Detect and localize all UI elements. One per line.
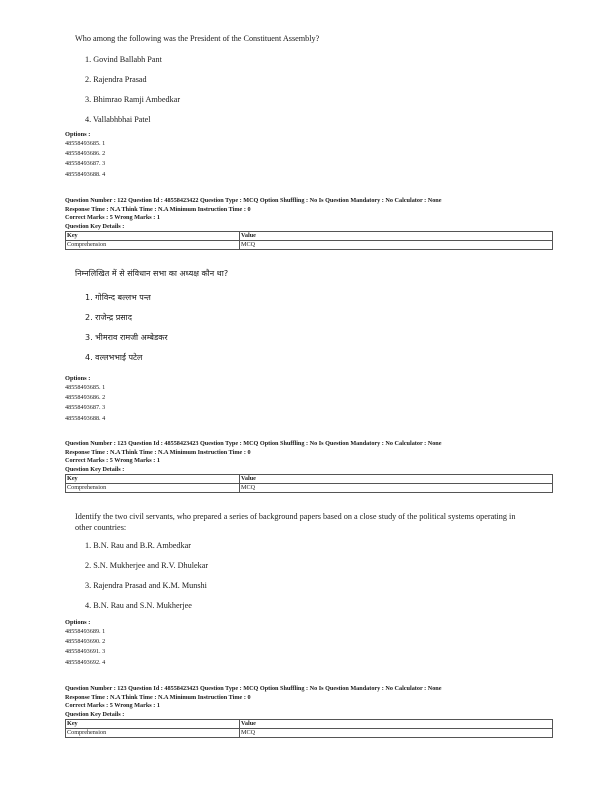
value-cell: MCQ <box>240 241 553 250</box>
option-3: 3. भीमराव रामजी अम्बेडकर <box>85 333 168 342</box>
option-2: 2. राजेन्द्र प्रसाद <box>85 313 132 322</box>
question-meta-line1: Question Number : 122 Question Id : 48558423422 Question Type : MCQ Option Shuffling : No Is Question Mandatory : No Calculator : None <box>65 197 442 204</box>
question-123-option-ids <box>65 619 555 668</box>
option-2: 2. S.N. Mukherjee and R.V. Dhulekar <box>85 561 209 570</box>
key-header: Key <box>66 475 240 484</box>
option-3: 3. Bhimrao Ramji Ambedkar <box>85 95 181 104</box>
key-cell: Comprehension <box>66 729 240 738</box>
key-details-title: Question Key Details : <box>65 710 125 718</box>
option-1: 1. Govind Ballabh Pant <box>85 55 162 64</box>
table-row <box>66 484 553 493</box>
option-id: 48558493691. 3 <box>65 648 106 656</box>
value-header: Value <box>240 475 553 484</box>
question-122-meta <box>65 197 555 250</box>
option-1: 1. B.N. Rau and B.R. Ambedkar <box>85 541 191 550</box>
options-title: Options : <box>65 619 91 626</box>
question-meta-line2: Response Time : N.A Think Time : N.A Minimum Instruction Time : 0 <box>65 448 251 456</box>
value-header: Value <box>240 720 553 729</box>
key-cell: Comprehension <box>66 241 240 250</box>
table-header-row <box>66 720 553 729</box>
option-id: 48558493686. 2 <box>65 150 106 158</box>
table-row <box>66 241 553 250</box>
value-cell: MCQ <box>240 484 553 493</box>
question-text-line2: other countries: <box>75 523 127 532</box>
key-header: Key <box>66 232 240 241</box>
option-id: 48558493688. 4 <box>65 414 106 422</box>
key-details-title: Question Key Details : <box>65 222 125 230</box>
option-4: 4. Vallabhbhai Patel <box>85 115 151 124</box>
question-122-option-ids <box>65 375 555 424</box>
option-id: 48558493692. 4 <box>65 658 106 666</box>
question-121-body <box>65 33 555 44</box>
option-id: 48558493686. 2 <box>65 394 106 402</box>
option-id: 48558493688. 4 <box>65 170 106 178</box>
option-2: 2. Rajendra Prasad <box>85 75 147 84</box>
value-cell: MCQ <box>240 729 553 738</box>
option-id: 48558493690. 2 <box>65 638 106 646</box>
options-title: Options : <box>65 131 91 138</box>
question-123-repeat-meta <box>65 685 555 738</box>
question-meta-line1: Question Number : 123 Question Id : 48558423423 Question Type : MCQ Option Shuffling : No Is Question Mandatory : No Calculator : None <box>65 440 442 447</box>
option-id: 48558493687. 3 <box>65 404 106 412</box>
key-cell: Comprehension <box>66 484 240 493</box>
value-header: Value <box>240 232 553 241</box>
question-121-option-ids <box>65 131 555 180</box>
options-title: Options : <box>65 375 91 382</box>
table-row <box>66 729 553 738</box>
marks-line: Correct Marks : 5 Wrong Marks : 1 <box>65 457 160 465</box>
marks-line: Correct Marks : 5 Wrong Marks : 1 <box>65 702 160 710</box>
marks-line: Correct Marks : 5 Wrong Marks : 1 <box>65 214 160 222</box>
option-id: 48558493685. 1 <box>65 384 106 391</box>
key-header: Key <box>66 720 240 729</box>
question-meta-line1: Question Number : 123 Question Id : 48558423423 Question Type : MCQ Option Shuffling : No Is Question Mandatory : No Calculator : None <box>65 685 442 692</box>
question-122-body <box>65 268 555 279</box>
table-header-row <box>66 232 553 241</box>
question-meta-line2: Response Time : N.A Think Time : N.A Minimum Instruction Time : 0 <box>65 693 251 701</box>
key-details-title: Question Key Details : <box>65 465 125 473</box>
question-123-meta <box>65 440 555 493</box>
question-text-line1: Identify the two civil servants, who prepared a series of background papers based on a close study of the political systems operating in <box>75 512 516 521</box>
key-details-table <box>65 719 553 738</box>
option-4: 4. वल्लभभाई पटेल <box>85 353 143 362</box>
table-header-row <box>66 475 553 484</box>
option-1: 1. गोविन्द बल्लभ पन्त <box>85 293 151 302</box>
question-meta-line2: Response Time : N.A Think Time : N.A Minimum Instruction Time : 0 <box>65 205 251 213</box>
question-text: Who among the following was the President of the Constituent Assembly? <box>75 34 320 43</box>
option-id: 48558493685. 1 <box>65 140 106 147</box>
option-id: 48558493689. 1 <box>65 628 106 635</box>
key-details-table <box>65 474 553 493</box>
option-4: 4. B.N. Rau and S.N. Mukherjee <box>85 601 192 610</box>
question-text: निम्नलिखित में से संविधान सभा का अध्यक्ष कौन था? <box>75 269 229 278</box>
option-3: 3. Rajendra Prasad and K.M. Munshi <box>85 581 207 590</box>
question-123-body <box>65 511 555 533</box>
key-details-table <box>65 231 553 250</box>
option-id: 48558493687. 3 <box>65 160 106 168</box>
